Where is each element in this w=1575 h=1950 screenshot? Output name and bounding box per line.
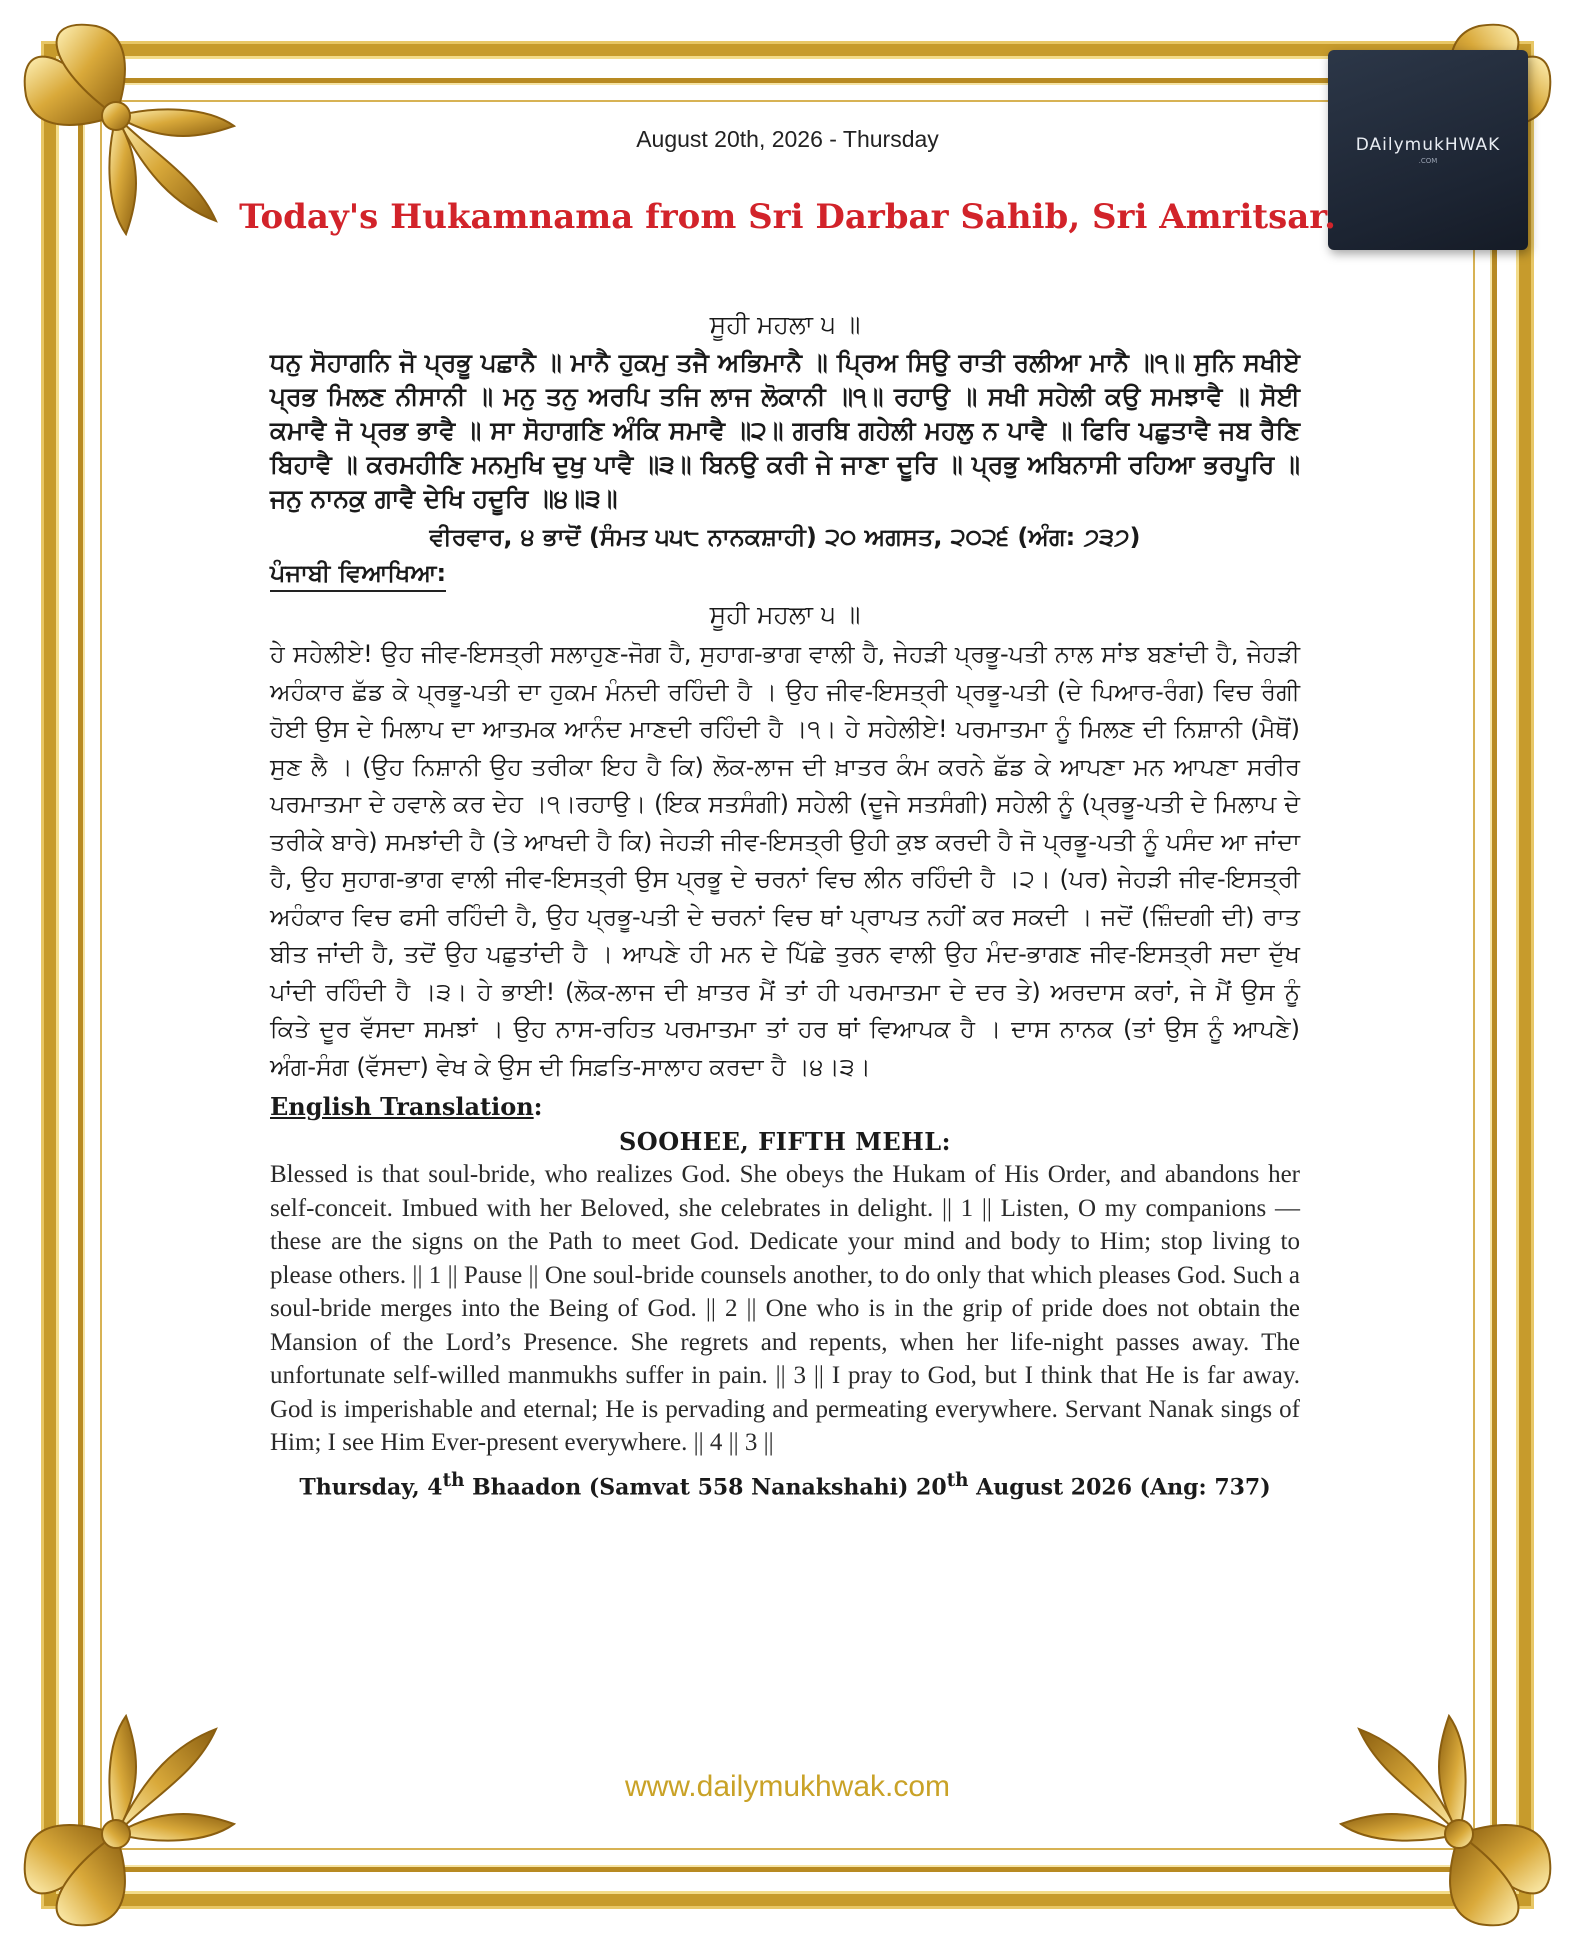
- english-date-part: Bhaadon (Samvat 558 Nanakshahi) 20: [464, 1473, 947, 1500]
- logo-brand-text: DAilymukHWAK: [1355, 135, 1501, 155]
- english-date: [270, 1464, 1300, 1504]
- footer-website-link[interactable]: www.dailymukhwak.com: [624, 1770, 951, 1803]
- english-date-sup: th: [442, 1469, 465, 1491]
- punjabi-explanation-heading: ਸੂਹੀ ਮਹਲਾ ੫ ॥: [709, 600, 861, 629]
- gold-bow-ornament: [1339, 1714, 1569, 1944]
- logo-sub-text: .COM: [1418, 157, 1438, 165]
- english-translation-label-colon: :: [533, 1092, 543, 1121]
- gold-bow-ornament: [6, 1714, 236, 1944]
- shabad-text: ਧਨੁ ਸੋਹਾਗਨਿ ਜੋ ਪ੍ਰਭੂ ਪਛਾਨੈ ॥ ਮਾਨੈ ਹੁਕਮੁ ਤਜੈ ਅਭਿਮਾਨੈ ॥ ਪ੍ਰਿਅ ਸਿਉ ਰਾਤੀ ਰਲੀਆ ਮਾਨੈ ॥੧॥ ਸੁਨਿ ਸਖੀਏ ਪ੍ਰਭ ਮਿਲਣ ਨੀਸਾਨੀ ॥ ਮਨੁ ਤਨੁ ਅਰਪਿ ਤਜਿ ਲਾਜ ਲੋਕਾਨੀ ॥੧॥ ਰਹਾਉ ॥ ਸਖੀ ਸਹੇਲੀ ਕਉ ਸਮਝਾਵੈ ॥ ਸੋਈ ਕਮਾਵੈ ਜੋ ਪ੍ਰਭ ਭਾਵੈ ॥ ਸਾ ਸੋਹਾਗਣਿ ਅੰਕਿ ਸਮਾਵੈ ॥੨॥ ਗਰਬਿ ਗਹੇਲੀ ਮਹਲੁ ਨ ਪਾਵੈ ॥ ਫਿਰਿ ਪਛੁਤਾਵੈ ਜਬ ਰੈਣਿ ਬਿਹਾਵੈ ॥ ਕਰਮਹੀਣਿ ਮਨਮੁਖਿ ਦੁਖੁ ਪਾਵੈ ॥੩॥ ਬਿਨਉ ਕਰੀ ਜੇ ਜਾਣਾ ਦੂਰਿ ॥ ਪ੍ਰਭੁ ਅਬਿਨਾਸੀ ਰਹਿਆ ਭਰਪੂਰਿ ॥ ਜਨੁ ਨਾਨਕੁ ਗਾਵੈ ਦੇਖਿ ਹਦੂਰਿ ॥੪॥੩॥: [270, 348, 1300, 513]
- english-translation-text: Blessed is that soul-bride, who realizes God. She obeys the Hukam of His Order, and abandons her self-conceit. Imbued with her Beloved, she celebrates in delight. || 1 || Listen, O my companions — these are the signs on the Path to meet God. Dedicate your mind and body to Him; stop living to please others. || 1 || Pause || One soul-bride counsels another, to do only that which pleases God. Such a soul-bride merges into the Being of God. || 2 || One who is in the grip of pride does not obtain the Mansion of the Lord’s Presence. She regrets and repents, when her life-night passes away. The unfortunate self-willed manmukhs suffer in pain. || 3 || I pray to God, but I think that He is far away. God is imperishable and eternal; He is pervading and permeating everywhere. Servant Nanak sings of Him; I see Him Ever-present everywhere. || 4 || 3 ||: [270, 1161, 1300, 1456]
- punjabi-date: ਵੀਰਵਾਰ, ੪ ਭਾਦੋਂ (ਸੰਮਤ ੫੫੮ ਨਾਨਕਸ਼ਾਹੀ) ੨੦ ਅਗਸਤ, ੨੦੨੬ (ਅੰਗ: ੭੩੭): [429, 523, 1141, 551]
- english-translation-label: [270, 1090, 1300, 1124]
- page-title: Today's Hukamnama from Sri Darbar Sahib, Sri Amritsar.: [239, 197, 1336, 237]
- english-translation-label-text: English Translation: [270, 1092, 534, 1121]
- english-date-part: August 2026 (Ang: 737): [968, 1473, 1271, 1500]
- english-date-sup: th: [946, 1469, 969, 1491]
- english-date-part: Thursday, 4: [299, 1473, 443, 1500]
- hukamnama-content: [270, 308, 1300, 1504]
- header-date: August 20th, 2026 - Thursday: [636, 126, 939, 152]
- punjabi-explanation-text: ਹੇ ਸਹੇਲੀਏ! ਉਹ ਜੀਵ-ਇਸਤ੍ਰੀ ਸਲਾਹੁਣ-ਜੋਗ ਹੈ, ਸੁਹਾਗ-ਭਾਗ ਵਾਲੀ ਹੈ, ਜੇਹੜੀ ਪ੍ਰਭੂ-ਪਤੀ ਨਾਲ ਸਾਂਝ ਬਣਾਂਦੀ ਹੈ, ਜੇਹੜੀ ਅਹੰਕਾਰ ਛੱਡ ਕੇ ਪ੍ਰਭੂ-ਪਤੀ ਦਾ ਹੁਕਮ ਮੰਨਦੀ ਰਹਿੰਦੀ ਹੈ । ਉਹ ਜੀਵ-ਇਸਤ੍ਰੀ ਪ੍ਰਭੂ-ਪਤੀ (ਦੇ ਪਿਆਰ-ਰੰਗ) ਵਿਚ ਰੰਗੀ ਹੋਈ ਉਸ ਦੇ ਮਿਲਾਪ ਦਾ ਆਤਮਕ ਆਨੰਦ ਮਾਣਦੀ ਰਹਿੰਦੀ ਹੈ ।੧। ਹੇ ਸਹੇਲੀਏ! ਪਰਮਾਤਮਾ ਨੂੰ ਮਿਲਣ ਦੀ ਨਿਸ਼ਾਨੀ (ਮੈਥੋਂ) ਸੁਣ ਲੈ । (ਉਹ ਨਿਸ਼ਾਨੀ ਉਹ ਤਰੀਕਾ ਇਹ ਹੈ ਕਿ) ਲੋਕ-ਲਾਜ ਦੀ ਖ਼ਾਤਰ ਕੰਮ ਕਰਨੇ ਛੱਡ ਕੇ ਆਪਣਾ ਮਨ ਆਪਣਾ ਸਰੀਰ ਪਰਮਾਤਮਾ ਦੇ ਹਵਾਲੇ ਕਰ ਦੇਹ ।੧।ਰਹਾਉ। (ਇਕ ਸਤਸੰਗੀ) ਸਹੇਲੀ (ਦੂਜੇ ਸਤਸੰਗੀ) ਸਹੇਲੀ ਨੂੰ (ਪ੍ਰਭੂ-ਪਤੀ ਦੇ ਮਿਲਾਪ ਦੇ ਤਰੀਕੇ ਬਾਰੇ) ਸਮਝਾਂਦੀ ਹੈ (ਤੇ ਆਖਦੀ ਹੈ ਕਿ) ਜੇਹੜੀ ਜੀਵ-ਇਸਤ੍ਰੀ ਉਹੀ ਕੁਝ ਕਰਦੀ ਹੈ ਜੋ ਪ੍ਰਭੂ-ਪਤੀ ਨੂੰ ਪਸੰਦ ਆ ਜਾਂਦਾ ਹੈ, ਉਹ ਸੁਹਾਗ-ਭਾਗ ਵਾਲੀ ਜੀਵ-ਇਸਤ੍ਰੀ ਉਸ ਪ੍ਰਭੂ ਦੇ ਚਰਨਾਂ ਵਿਚ ਲੀਨ ਰਹਿੰਦੀ ਹੈ ।੨। (ਪਰ) ਜੇਹੜੀ ਜੀਵ-ਇਸਤ੍ਰੀ ਅਹੰਕਾਰ ਵਿਚ ਫਸੀ ਰਹਿੰਦੀ ਹੈ, ਉਹ ਪ੍ਰਭੂ-ਪਤੀ ਦੇ ਚਰਨਾਂ ਵਿਚ ਥਾਂ ਪ੍ਰਾਪਤ ਨਹੀਂ ਕਰ ਸਕਦੀ । ਜਦੋਂ (ਜ਼ਿੰਦਗੀ ਦੀ) ਰਾਤ ਬੀਤ ਜਾਂਦੀ ਹੈ, ਤਦੋਂ ਉਹ ਪਛੁਤਾਂਦੀ ਹੈ । ਆਪਣੇ ਹੀ ਮਨ ਦੇ ਪਿੱਛੇ ਤੁਰਨ ਵਾਲੀ ਉਹ ਮੰਦ-ਭਾਗਣ ਜੀਵ-ਇਸਤ੍ਰੀ ਸਦਾ ਦੁੱਖ ਪਾਂਦੀ ਰਹਿੰਦੀ ਹੈ ।੩। ਹੇ ਭਾਈ! (ਲੋਕ-ਲਾਜ ਦੀ ਖ਼ਾਤਰ ਮੈਂ ਤਾਂ ਹੀ ਪਰਮਾਤਮਾ ਦੇ ਦਰ ਤੇ) ਅਰਦਾਸ ਕਰਾਂ, ਜੇ ਮੈਂ ਉਸ ਨੂੰ ਕਿਤੇ ਦੂਰ ਵੱਸਦਾ ਸਮਝਾਂ । ਉਹ ਨਾਸ-ਰਹਿਤ ਪਰਮਾਤਮਾ ਤਾਂ ਹਰ ਥਾਂ ਵਿਆਪਕ ਹੈ । ਦਾਸ ਨਾਨਕ (ਤਾਂ ਉਸ ਨੂੰ ਆਪਣੇ) ਅੰਗ-ਸੰਗ (ਵੱਸਦਾ) ਵੇਖ ਕੇ ਉਸ ਦੀ ਸਿਫ਼ਤਿ-ਸਾਲਾਹ ਕਰਦਾ ਹੈ ।੪।੩।: [270, 640, 1300, 1081]
- punjabi-explanation-label: ਪੰਜਾਬੀ ਵਿਆਖਿਆ:: [270, 556, 446, 592]
- english-heading: SOOHEE, FIFTH MEHL:: [618, 1127, 952, 1156]
- shabad-heading: ਸੂਹੀ ਮਹਲਾ ੫ ॥: [709, 310, 861, 339]
